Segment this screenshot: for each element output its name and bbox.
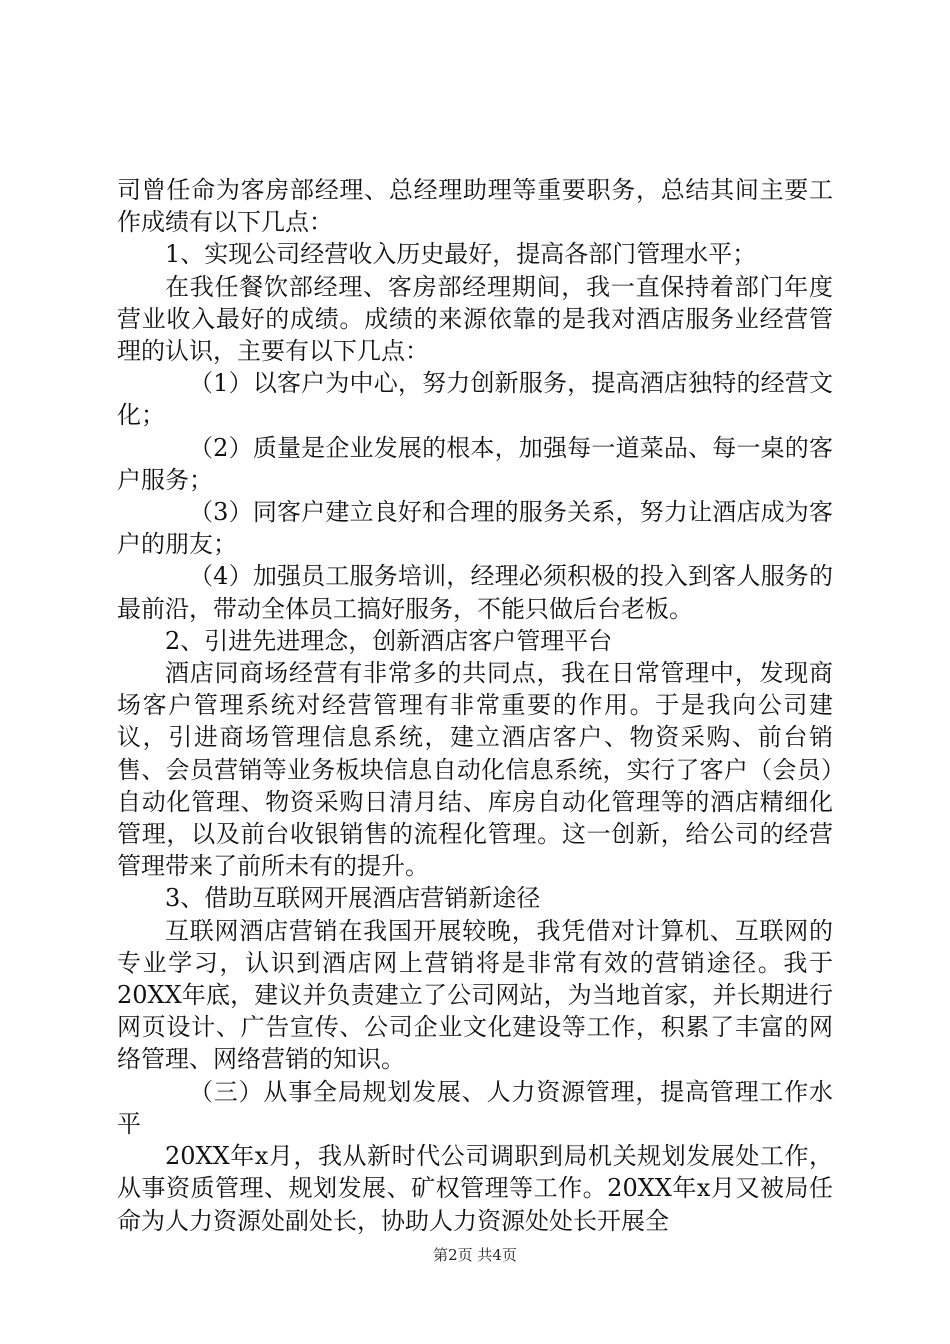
page-number-footer: 第2页 共4页 [433,1246,517,1264]
list-item-3: （3）同客户建立良好和合理的服务关系，努力让酒店成为客户的朋友； [117,498,833,559]
heading-point-2: 2、引进先进理念，创新酒店客户管理平台 [165,626,613,655]
heading-point-3: 3、借助互联网开展酒店营销新途径 [165,884,541,913]
paragraph-management-system: 酒店同商场经营有非常多的共同点，我在日常管理中，发现商场客户管理系统对经营管理有非常重要的作用。于是我向公司建议，引进商场管理信息系统，建立酒店客户、物资采购、前台销售、会员营销等业务板块信息自动化信息系统，实行了客户（会员）自动化管理、物资采购日清月结、库房自动化管理等的酒店精细化管理，以及前台收银销售的流程化管理。这一创新，给公司的经营管理带来了前所未有的提升。 [117,659,833,881]
list-item-4: （4）加强员工服务培训，经理必须积极的投入到客人服务的最前沿，带动全体员工搞好服务，不能只做后台老板。 [117,562,833,623]
paragraph-catering: 在我任餐饮部经理、客房部经理期间，我一直保持着部门年度营业收入最好的成绩。成绩的来源依靠的是我对酒店服务业经营管理的认识，主要有以下几点： [117,272,833,366]
heading-point-1: 1、实现公司经营收入历史最好，提高各部门管理水平； [165,240,757,269]
list-item-2: （2）质量是企业发展的根本，加强每一道菜品、每一桌的客户服务； [117,433,833,494]
paragraph-planning: 20XX年x月，我从新时代公司调职到局机关规划发展处工作，从事资质管理、规划发展、矿权管理等工作。20XX年x月又被局任命为人力资源处副处长，协助人力资源处处长开展全 [117,1142,833,1235]
list-item-1: （1）以客户为中心，努力创新服务，提高酒店独特的经营文化； [117,369,833,430]
section-heading-3: （三）从事全局规划发展、人力资源管理，提高管理工作水平 [117,1077,833,1138]
document-body [117,174,833,1237]
paragraph-internet-marketing: 互联网酒店营销在我国开展较晚，我凭借对计算机、互联网的专业学习，认识到酒店网上营销将是非常有效的营销途径。我于20XX年底，建议并负责建立了公司网站，为当地首家，并长期进行网页设计、广告宣传、公司企业文化建设等工作，积累了丰富的网络管理、网络营销的知识。 [117,916,833,1074]
paragraph-intro: 司曾任命为客房部经理、总经理助理等重要职务，总结其间主要工作成绩有以下几点： [117,176,833,237]
